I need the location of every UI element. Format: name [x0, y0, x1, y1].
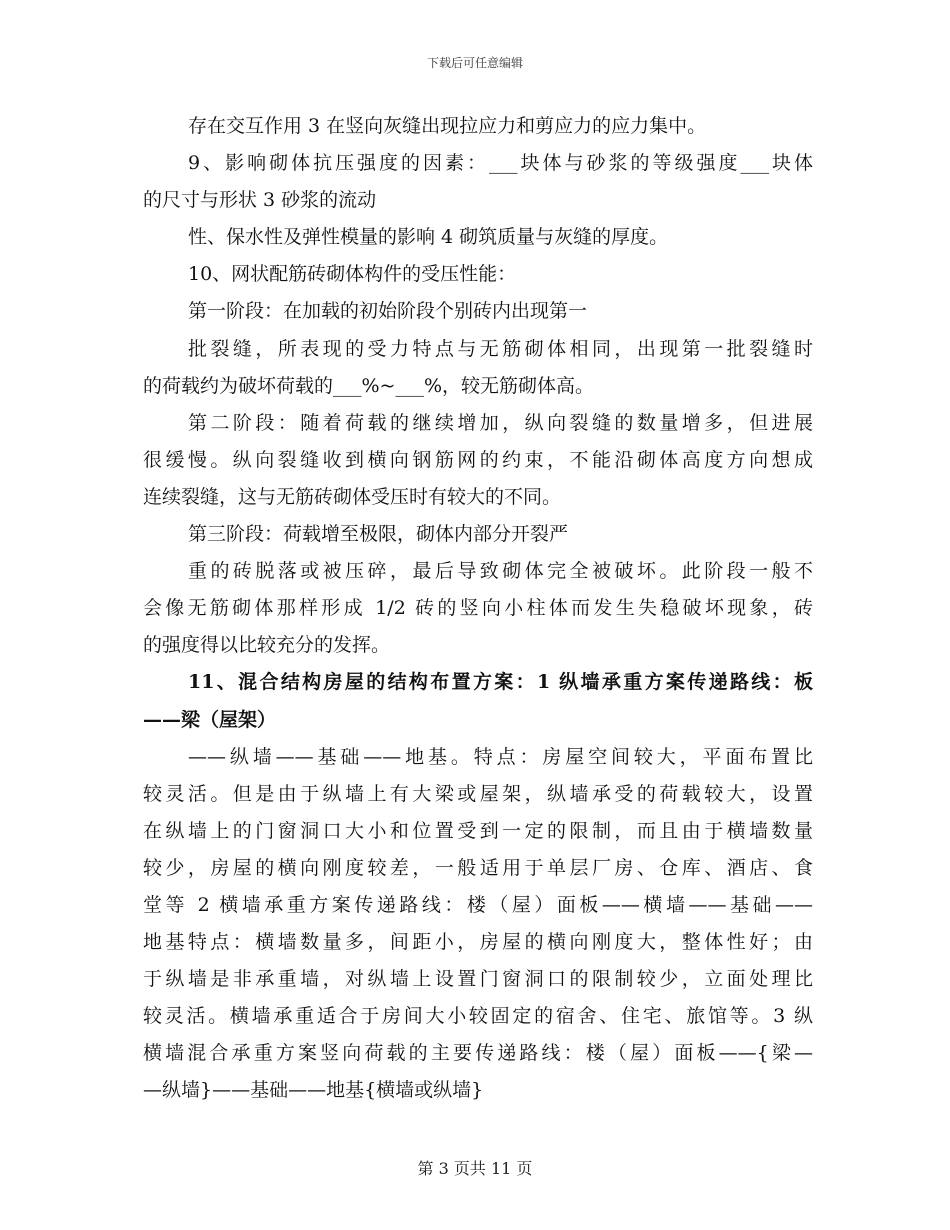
section-heading: 11、混合结构房屋的结构布置方案：1 纵墙承重方案传递路线：板: [188, 671, 813, 694]
page-footer: 第 3 页共 11 页: [417, 1159, 533, 1178]
text-line: 的强度得以比较充分的发挥。: [143, 634, 391, 657]
text-line: 10、网状配筋砖砌体构件的受压性能：: [188, 263, 517, 286]
text-line: 性、保水性及弹性模量的影响 4 砌筑质量与灰缝的厚度。: [188, 226, 669, 249]
text-line: 在纵墙上的门窗洞口大小和位置受到一定的限制，而且由于横墙数量: [143, 819, 813, 842]
section-heading: ——梁（屋架）: [143, 708, 277, 731]
text-line: 很缓慢。纵向裂缝收到横向钢筋网的约束，不能沿砌体高度方向想成: [143, 448, 813, 471]
text-line: 较灵活。但是由于纵墙上有大梁或屋架，纵墙承受的荷载较大，设置: [143, 782, 813, 805]
text-line: 横墙混合承重方案竖向荷载的主要传递路线：楼（屋）面板——{梁—: [143, 1042, 813, 1065]
text-line: 第二阶段：随着荷载的继续增加，纵向裂缝的数量增多，但进展: [188, 411, 813, 434]
text-line: 会像无筋砌体那样形成 1/2 砖的竖向小柱体而发生失稳破坏现象，砖: [143, 597, 813, 620]
text-line: 批裂缝，所表现的受力特点与无筋砌体相同，出现第一批裂缝时: [188, 337, 813, 360]
text-line: 于纵墙是非承重墙，对纵墙上设置门窗洞口的限制较少，立面处理比: [143, 968, 813, 991]
text-line: 较灵活。横墙承重适合于房间大小较固定的宿舍、住宅、旅馆等。3 纵: [143, 1005, 813, 1028]
text-line: ——纵墙——基础——地基。特点：房屋空间较大，平面布置比: [188, 745, 813, 768]
text-line: 存在交互作用 3 在竖向灰缝出现拉应力和剪应力的应力集中。: [188, 115, 707, 137]
text-line: —纵墙}——基础——地基{横墙或纵墙}: [143, 1079, 484, 1102]
text-line: 重的砖脱落或被压碎，最后导致砌体完全被破坏。此阶段一般不: [188, 560, 813, 583]
text-line: 连续裂缝，这与无筋砖砌体受压时有较大的不同。: [143, 485, 562, 508]
text-line: 第三阶段：荷载增至极限，砌体内部分开裂严: [188, 523, 569, 546]
text-line: 较少，房屋的横向刚度较差，一般适用于单层厂房、仓库、酒店、食: [143, 856, 813, 879]
text-line: 第一阶段：在加载的初始阶段个别砖内出现第一: [188, 300, 588, 323]
text-line: 的尺寸与形状 3 砂浆的流动: [143, 189, 377, 212]
text-line: 9、影响砌体抗压强度的因素：___块体与砂浆的等级强度___块体: [188, 152, 813, 175]
text-line: 的荷载约为破坏荷载的___%~___%，较无筋砌体高。: [143, 374, 595, 397]
text-line: 地基特点：横墙数量多，间距小，房屋的横向刚度大，整体性好；由: [143, 931, 813, 954]
page-header: 下载后可任意编辑: [426, 56, 523, 70]
document-body: [143, 108, 813, 1110]
text-line: 堂等 2 横墙承重方案传递路线：楼（屋）面板——横墙——基础——: [143, 893, 813, 916]
